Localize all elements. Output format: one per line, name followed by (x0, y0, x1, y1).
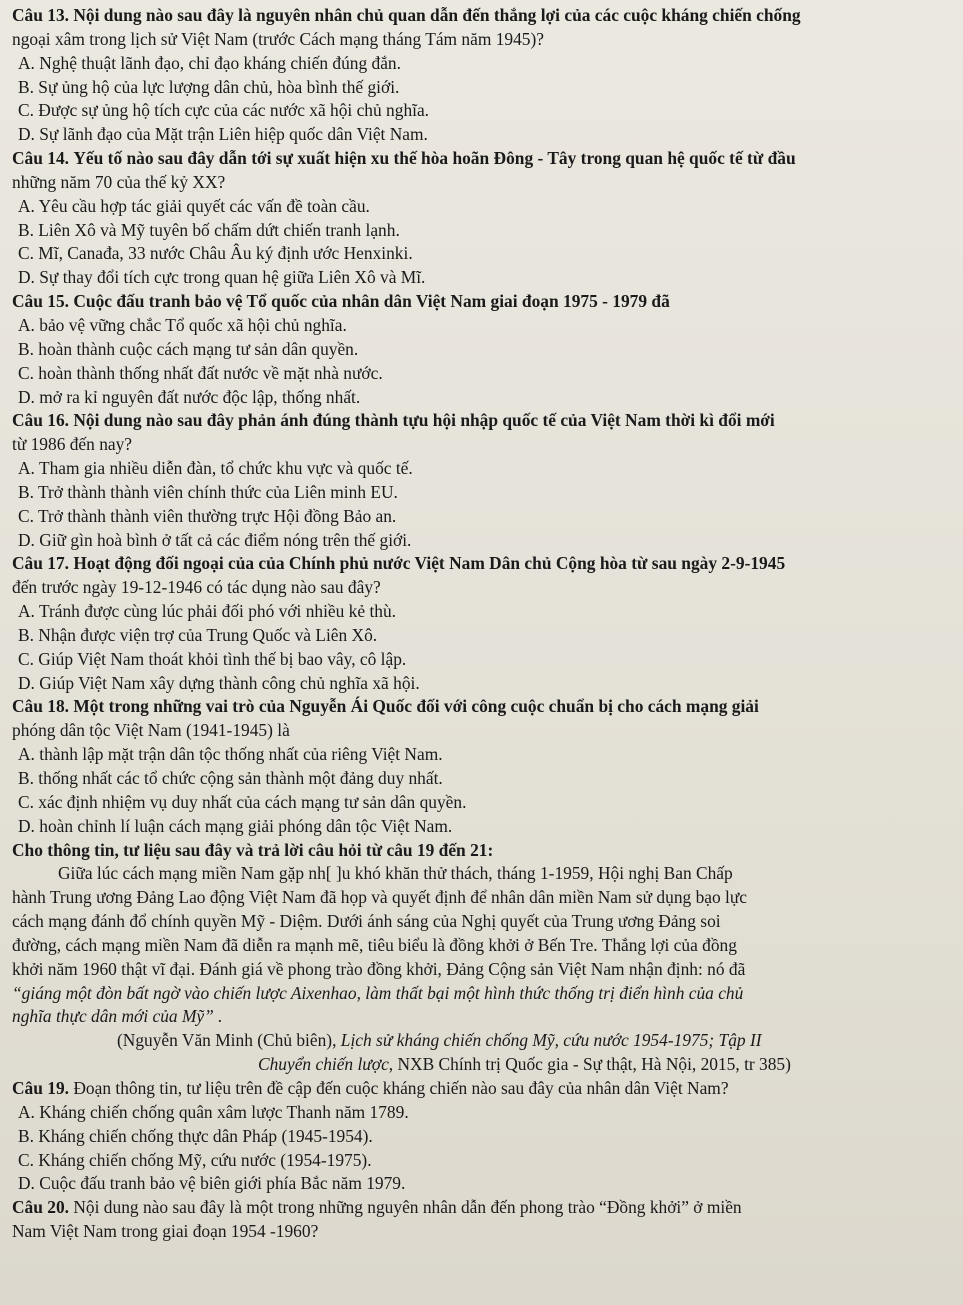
option-b: B. Trở thành thành viên chính thức của Liên minh EU. (18, 481, 398, 502)
option-c: C. Trở thành thành viên thường trực Hội đồng Bảo an. (18, 505, 397, 526)
option-d: D. Sự thay đổi tích cực trong quan hệ giữa Liên Xô và Mĩ. (18, 267, 426, 288)
question-18 (12, 695, 953, 719)
passage-line: khởi năm 1960 thật vĩ đại. Đánh giá về phong trào đồng khởi, Đảng Cộng sản Việt Nam nhận định: nó đã (12, 958, 746, 979)
question-20 (12, 1196, 953, 1220)
option-b: B. Liên Xô và Mỹ tuyên bố chấm dứt chiến tranh lạnh. (18, 219, 400, 240)
option-c: C. Giúp Việt Nam thoát khỏi tình thế bị bao vây, cô lập. (18, 648, 407, 669)
option-d: D. hoàn chỉnh lí luận cách mạng giải phóng dân tộc Việt Nam. (18, 815, 453, 836)
question-16 (12, 409, 953, 433)
option-a: A. bảo vệ vững chắc Tổ quốc xã hội chủ nghĩa. (18, 314, 347, 335)
question-text: Nội dung nào sau đây là nguyên nhân chủ quan dẫn đến thắng lợi của các cuộc kháng chiến chống (73, 5, 801, 25)
option-a: A. Nghệ thuật lãnh đạo, chỉ đạo kháng chiến đúng đắn. (18, 52, 401, 73)
question-text-cont: những năm 70 của thế kỷ XX? (12, 171, 226, 192)
question-label: Câu 19. (12, 1077, 70, 1098)
option-b: B. Kháng chiến chống thực dân Pháp (1945-1954). (18, 1125, 373, 1146)
question-13 (12, 4, 953, 28)
passage-header: Cho thông tin, tư liệu sau đây và trả lời câu hỏi từ câu 19 đến 21: (12, 839, 494, 860)
passage-line: cách mạng đánh đổ chính quyền Mỹ - Diệm. Dưới ánh sáng của Nghị quyết của Trung ương Đảng soi (12, 911, 721, 932)
option-a: A. Tránh được cùng lúc phải đối phó với nhiều kẻ thù. (18, 601, 397, 622)
passage-reference-cont (12, 1053, 953, 1077)
option-d: D. Sự lãnh đạo của Mặt trận Liên hiệp quốc dân Việt Nam. (18, 124, 428, 145)
passage-quote-cont: nghĩa thực dân mới của Mỹ” . (12, 1006, 223, 1027)
option-b: B. thống nhất các tổ chức cộng sản thành một đảng duy nhất. (18, 768, 443, 788)
option-b: B. Nhận được viện trợ của Trung Quốc và Liên Xô. (18, 624, 378, 645)
option-c: C. hoàn thành thống nhất đất nước về mặt nhà nước. (18, 362, 383, 383)
option-b: B. Sự ủng hộ của lực lượng dân chủ, hòa bình thế giới. (18, 76, 400, 97)
question-19 (12, 1077, 953, 1101)
question-label: Câu 13. (12, 5, 70, 25)
question-text: Nội dung nào sau đây phản ánh đúng thành tựu hội nhập quốc tế của Việt Nam thời kì đổi mới (73, 410, 775, 431)
option-c: C. Mĩ, Canađa, 33 nước Châu Âu ký định ước Henxinki. (18, 243, 413, 264)
option-c: C. xác định nhiệm vụ duy nhất của cách mạng tư sản dân quyền. (18, 791, 467, 812)
question-text-cont: Nam Việt Nam trong giai đoạn 1954 -1960? (12, 1221, 319, 1242)
question-text: Một trong những vai trò của Nguyễn Ái Quốc đối với công cuộc chuẩn bị cho cách mạng giải (73, 696, 759, 717)
question-text-cont: từ 1986 đến nay? (12, 434, 133, 455)
option-d: D. Cuộc đấu tranh bảo vệ biên giới phía Bắc năm 1979. (18, 1173, 406, 1194)
option-a: A. Tham gia nhiều diễn đàn, tổ chức khu vực và quốc tế. (18, 458, 413, 479)
question-text-cont: đến trước ngày 19-12-1946 có tác dụng nào sau đây? (12, 577, 381, 598)
option-c: C. Được sự ủng hộ tích cực của các nước xã hội chủ nghĩa. (18, 100, 430, 121)
question-text-cont: phóng dân tộc Việt Nam (1941-1945) là (12, 720, 290, 741)
passage-line: hành Trung ương Đảng Lao động Việt Nam đã họp và quyết định để nhân dân miền Nam sử dụng bạo lực (12, 887, 747, 908)
question-17 (12, 552, 953, 576)
question-label: Câu 14. (12, 148, 70, 169)
option-d: D. Giúp Việt Nam xây dựng thành công chủ nghĩa xã hội. (18, 672, 420, 693)
option-b: B. hoàn thành cuộc cách mạng tư sản dân quyền. (18, 338, 359, 359)
passage-quote: “giáng một đòn bất ngờ vào chiến lược Aixenhao, làm thất bại một hình thức thống trị điển hình của chủ (12, 982, 744, 1003)
option-d: D. mở ra kỉ nguyên đất nước độc lập, thống nhất. (18, 386, 361, 407)
passage-line: đường, cách mạng miền Nam đã diễn ra mạnh mẽ, tiêu biểu là đồng khởi ở Bến Tre. Thắng lợi của đồng (12, 934, 737, 955)
question-label: Câu 20. (12, 1197, 70, 1218)
question-text: Nội dung nào sau đây là một trong những nguyên nhân dẫn đến phong trào “Đồng khởi” ở miền (73, 1197, 742, 1218)
option-a: A. Kháng chiến chống quân xâm lược Thanh năm 1789. (18, 1101, 409, 1122)
question-text: Cuộc đấu tranh bảo vệ Tổ quốc của nhân dân Việt Nam giai đoạn 1975 - 1979 đã (73, 291, 670, 312)
question-text: Đoạn thông tin, tư liệu trên đề cập đến cuộc kháng chiến nào sau đây của nhân dân Việt Nam? (73, 1077, 729, 1098)
option-a: A. Yêu cầu hợp tác giải quyết các vấn đề toàn cầu. (18, 195, 370, 216)
option-a: A. thành lập mặt trận dân tộc thống nhất của riêng Việt Nam. (18, 744, 443, 765)
question-label: Câu 15. (12, 291, 70, 312)
question-text: Yếu tố nào sau đây dẫn tới sự xuất hiện xu thế hòa hoãn Đông - Tây trong quan hệ quốc tế từ đầu (73, 148, 796, 169)
reference-subtitle: Chuyển chiến lược (258, 1054, 389, 1075)
passage-line: Giữa lúc cách mạng miền Nam gặp nh[ ]u khó khăn thử thách, tháng 1-1959, Hội nghị Ban Chấp (58, 863, 733, 884)
question-label: Câu 18. (12, 696, 70, 717)
reference-publisher: , NXB Chính trị Quốc gia - Sự thật, Hà Nội, 2015, tr 385) (388, 1054, 791, 1075)
option-d: D. Giữ gìn hoà bình ở tất cả các điểm nóng trên thế giới. (18, 529, 412, 550)
question-label: Câu 17. (12, 553, 70, 574)
reference-title: Lịch sử kháng chiến chống Mỹ, cứu nước 1954-1975; Tập II (340, 1030, 762, 1051)
question-label: Câu 16. (12, 410, 70, 431)
question-15 (12, 290, 953, 314)
passage-reference (12, 1029, 953, 1053)
question-text-cont: ngoại xâm trong lịch sử Việt Nam (trước Cách mạng tháng Tám năm 1945)? (12, 28, 545, 49)
question-14 (12, 147, 953, 171)
option-c: C. Kháng chiến chống Mỹ, cứu nước (1954-1975). (18, 1149, 372, 1170)
question-text: Hoạt động đối ngoại của của Chính phủ nước Việt Nam Dân chủ Cộng hòa từ sau ngày 2-9-1945 (73, 553, 786, 574)
reference-author: (Nguyễn Văn Minh (Chủ biên), (117, 1030, 341, 1051)
